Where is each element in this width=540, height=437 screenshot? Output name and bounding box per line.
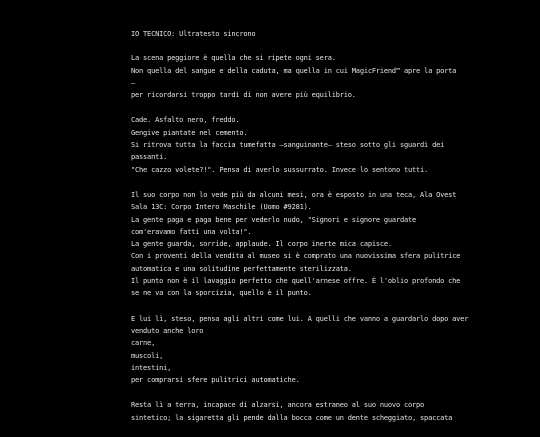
text-line: per ricordarsi troppo tardi di non avere più equilibrio. bbox=[131, 91, 356, 100]
paragraph bbox=[131, 114, 445, 175]
document-body bbox=[131, 28, 469, 437]
paragraph bbox=[131, 313, 469, 387]
text-line: passanti. bbox=[131, 153, 168, 162]
paragraph bbox=[131, 189, 461, 300]
text-line: Il punto non è il lavaggio perfetto che quell'arnese offre. È l'oblio profondo che bbox=[131, 277, 461, 286]
text-line: sintetico; la sigaretta gli pende dalla bocca come un dente scheggiato, spaccata bbox=[131, 413, 453, 422]
text-line: venduto anche loro bbox=[131, 326, 204, 335]
text-line: Sala 13C: Corpo Intero Maschile (Uomo #9281). bbox=[131, 203, 312, 212]
text-line: — bbox=[131, 78, 136, 87]
paragraph bbox=[131, 399, 453, 424]
text-line: muscoli, bbox=[131, 351, 164, 360]
text-line: La gente paga e paga bene per vederlo nudo, "Signori e signore guardate bbox=[131, 215, 417, 224]
text-line: per comprarsi sfere pulitrici automatiche. bbox=[131, 376, 300, 385]
paragraph bbox=[131, 52, 457, 101]
text-line: E lui lì, steso, pensa agli altri come lui. A quelli che vanno a guardarlo dopo aver bbox=[131, 314, 469, 323]
text-line: Resta lì a terra, incapace di alzarsi, ancora estraneo al suo nuovo corpo bbox=[131, 401, 425, 410]
text-line: Si ritrova tutta la faccia tumefatta —sanguinante— steso sotto gli sguardi dei bbox=[131, 141, 445, 150]
text-line: "Che cazzo volete?!". Pensa di averlo sussurrato. Invece lo sentono tutti. bbox=[131, 165, 429, 174]
text-line: La scena peggiore è quella che si ripete ogni sera. bbox=[131, 54, 336, 63]
text-line: intestini, bbox=[131, 363, 172, 372]
document-title: IO TECNICO: Ultratesto sincrono bbox=[131, 30, 256, 38]
text-line: Non quella del sangue e della caduta, ma quella in cui MagicFriend™ apre la porta bbox=[131, 66, 457, 75]
text-line: Cade. Asfalto nero, freddo. bbox=[131, 116, 240, 125]
text-line: se ne va con la sporcizia, quello è il punto. bbox=[131, 289, 312, 298]
text-line: Con i proventi della vendita al museo si è comprato una nuovissima sfera pulitrice bbox=[131, 252, 461, 261]
text-line: Gengive piantate nel cemento. bbox=[131, 128, 248, 137]
text-line: La gente guarda, sorride, applaude. Il corpo inerte mica capisce. bbox=[131, 240, 392, 249]
text-line: automatica e una solitudine perfettamente sterilizzata. bbox=[131, 264, 352, 273]
text-line: com'eravamo fatti una volta!". bbox=[131, 227, 252, 236]
text-line: Il suo corpo non lo vede più da alcuni mesi, ora è esposto in una teca, Ala Ovest bbox=[131, 190, 457, 199]
paragraph-list bbox=[131, 52, 469, 424]
text-line: carne, bbox=[131, 339, 156, 348]
